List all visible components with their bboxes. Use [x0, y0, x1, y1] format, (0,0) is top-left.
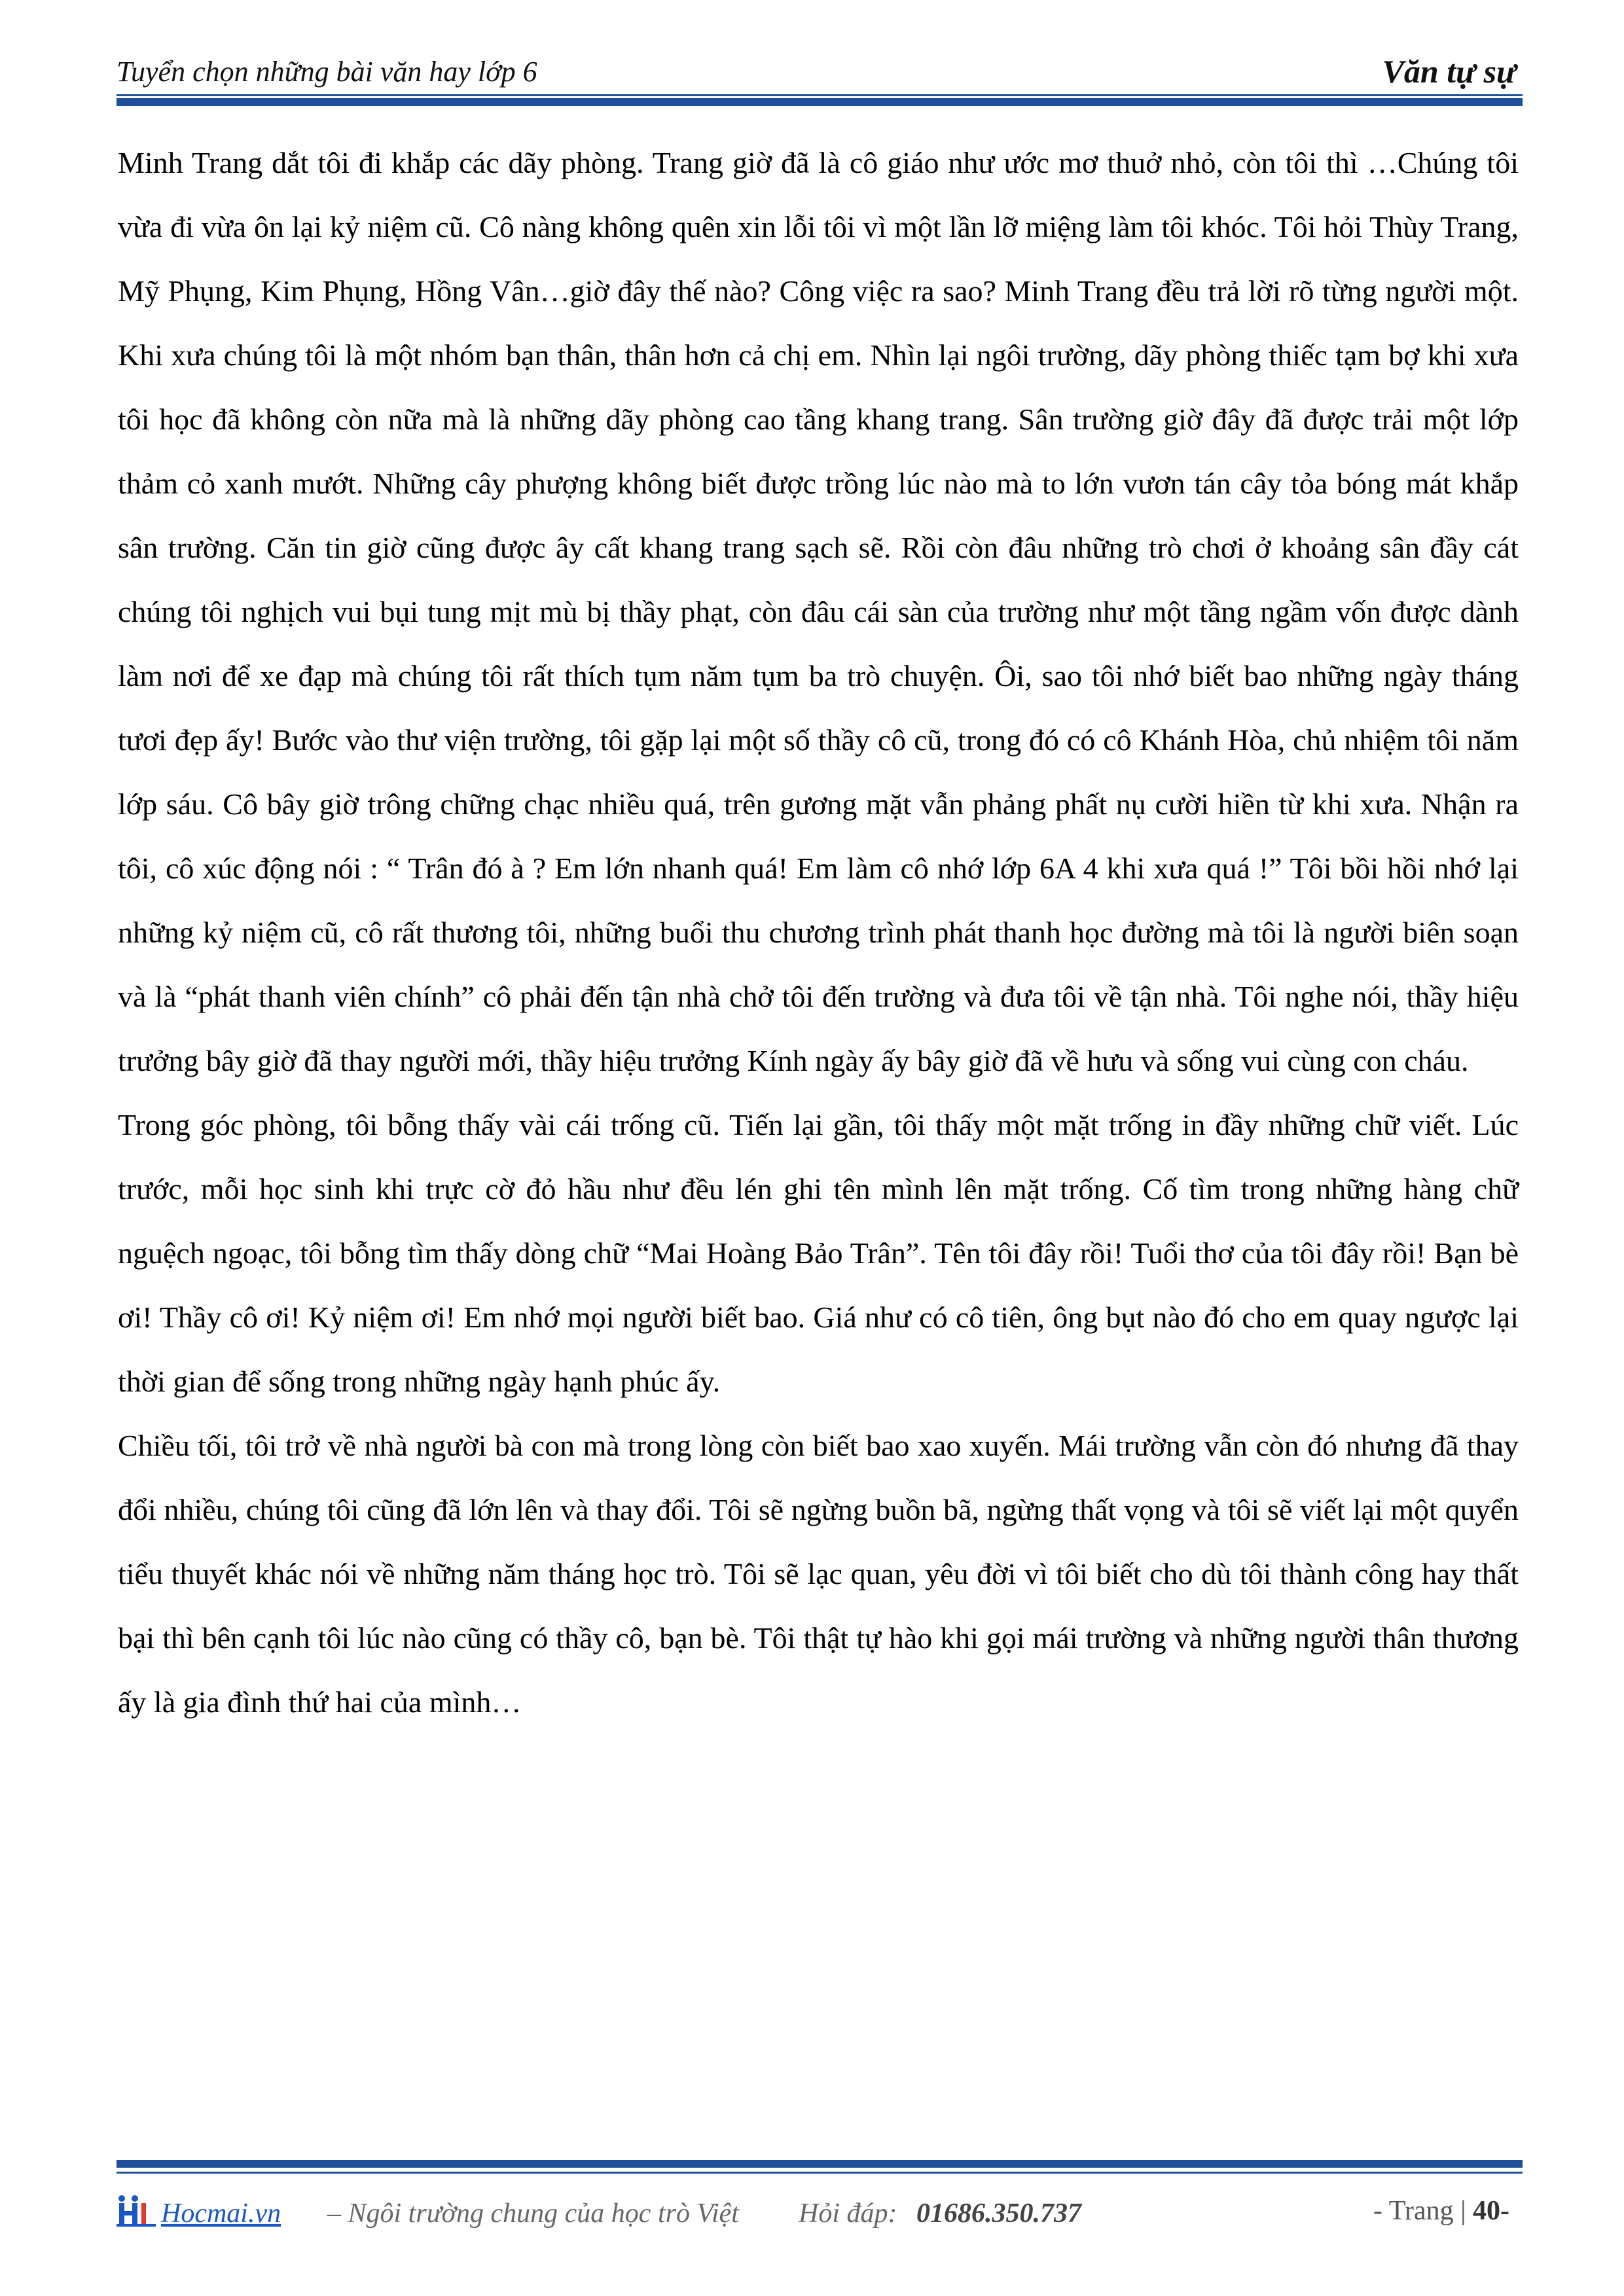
section-title: Văn tự sự	[1382, 53, 1516, 90]
page-header	[117, 41, 1523, 98]
header-divider-thick	[117, 98, 1523, 106]
footer-divider-thick	[117, 2160, 1523, 2168]
page-number: 40-	[1473, 2196, 1509, 2226]
essay-body	[118, 131, 1519, 1734]
footer-divider-thin	[117, 2172, 1523, 2174]
hotline-number: 01686.350.737	[916, 2198, 1081, 2229]
site-slogan: – Ngôi trường chung của học trò Việt	[327, 2198, 739, 2229]
page-indicator	[1373, 2195, 1509, 2227]
page-footer	[117, 2160, 1523, 2238]
paragraph-3: Chiều tối, tôi trở về nhà người bà con mà trong lòng còn biết bao xao xuyến. Mái trường vẫn còn đó nhưng đã thay đổi nhiều, chúng tôi cũng đã lớn lên và thay đổi. Tôi sẽ ngừng buồn bã, ngừng thất vọng và tôi sẽ viết lại một quyển tiểu thuyết khác nói về những năm tháng học trò. Tôi sẽ lạc quan, yêu đời vì tôi biết cho dù tôi thành công hay thất bại thì bên cạnh tôi lúc nào cũng có thầy cô, bạn bè. Tôi thật tự hào khi gọi mái trường và những người thân thương ấy là gia đình thứ hai của mình…	[118, 1429, 1519, 1719]
header-divider-thin	[117, 94, 1523, 96]
book-title: Tuyển chọn những bài văn hay lớp 6	[117, 56, 537, 88]
footer-row	[117, 2191, 1523, 2237]
hotline-label: Hỏi đáp:	[799, 2198, 897, 2229]
site-link[interactable]: Hocmai.vn	[161, 2198, 281, 2229]
paragraph-1: Minh Trang dắt tôi đi khắp các dãy phòng. Trang giờ đã là cô giáo như ước mơ thuở nhỏ, còn tôi thì …Chúng tôi vừa đi vừa ôn lại kỷ niệm cũ. Cô nàng không quên xin lỗi tôi vì một lần lỡ miệng làm tôi khóc. Tôi hỏi Thùy Trang, Mỹ Phụng, Kim Phụng, Hồng Vân…giờ đây thế nào? Công việc ra sao? Minh Trang đều trả lời rõ từng người một. Khi xưa chúng tôi là một nhóm bạn thân, thân hơn cả chị em. Nhìn lại ngôi trường, dãy phòng thiếc tạm bợ khi xưa tôi học đã không còn nữa mà là những dãy phòng cao tầng khang trang. Sân trường giờ đây đã được trải một lớp thảm cỏ xanh mướt. Những cây phượng không biết được trồng lúc nào mà to lớn vươn tán cây tỏa bóng mát khắp sân trường. Căn tin giờ cũng được ây cất khang trang sạch sẽ. Rồi còn đâu những trò chơi ở khoảng sân đầy cát chúng tôi nghịch vui bụi tung mịt mù bị thầy phạt, còn đâu cái sàn của trường như một tầng ngầm vốn được dành làm nơi để xe đạp mà chúng tôi rất thích tụm năm tụm ba trò chuyện. Ôi, sao tôi nhớ biết bao những ngày tháng tươi đẹp ấy! Bước vào thư viện trường, tôi gặp lại một số thầy cô cũ, trong đó có cô Khánh Hòa, chủ nhiệm tôi năm lớp sáu. Cô bây giờ trông chững chạc nhiều quá, trên gương mặt vẫn phảng phất nụ cười hiền từ khi xưa. Nhận ra tôi, cô xúc động nói : “ Trân đó à ? Em lớn nhanh quá! Em làm cô nhớ lớp 6A 4 khi xưa quá !” Tôi bồi hồi nhớ lại những kỷ niệm cũ, cô rất thương tôi, những buổi thu chương trình phát thanh học đường mà tôi là người biên soạn và là “phát thanh viên chính” cô phải đến tận nhà chở tôi đến trường và đưa tôi về tận nhà. Tôi nghe nói, thầy hiệu trưởng bây giờ đã thay người mới, thầy hiệu trưởng Kính ngày ấy bây giờ đã về hưu và sống vui cùng con cháu.	[118, 146, 1519, 1077]
hocmai-logo-icon	[117, 2194, 156, 2228]
paragraph-2: Trong góc phòng, tôi bỗng thấy vài cái trống cũ. Tiến lại gần, tôi thấy một mặt trống in đầy những chữ viết. Lúc trước, mỗi học sinh khi trực cờ đỏ hầu như đều lén ghi tên mình lên mặt trống. Cố tìm trong những hàng chữ nguệch ngoạc, tôi bỗng tìm thấy dòng chữ “Mai Hoàng Bảo Trân”. Tên tôi đây rồi! Tuổi thơ của tôi đây rồi! Bạn bè ơi! Thầy cô ơi! Kỷ niệm ơi! Em nhớ mọi người biết bao. Giá như có cô tiên, ông bụt nào đó cho em quay ngược lại thời gian để sống trong những ngày hạnh phúc ấy.	[118, 1108, 1519, 1398]
page-prefix: - Trang |	[1373, 2196, 1466, 2226]
